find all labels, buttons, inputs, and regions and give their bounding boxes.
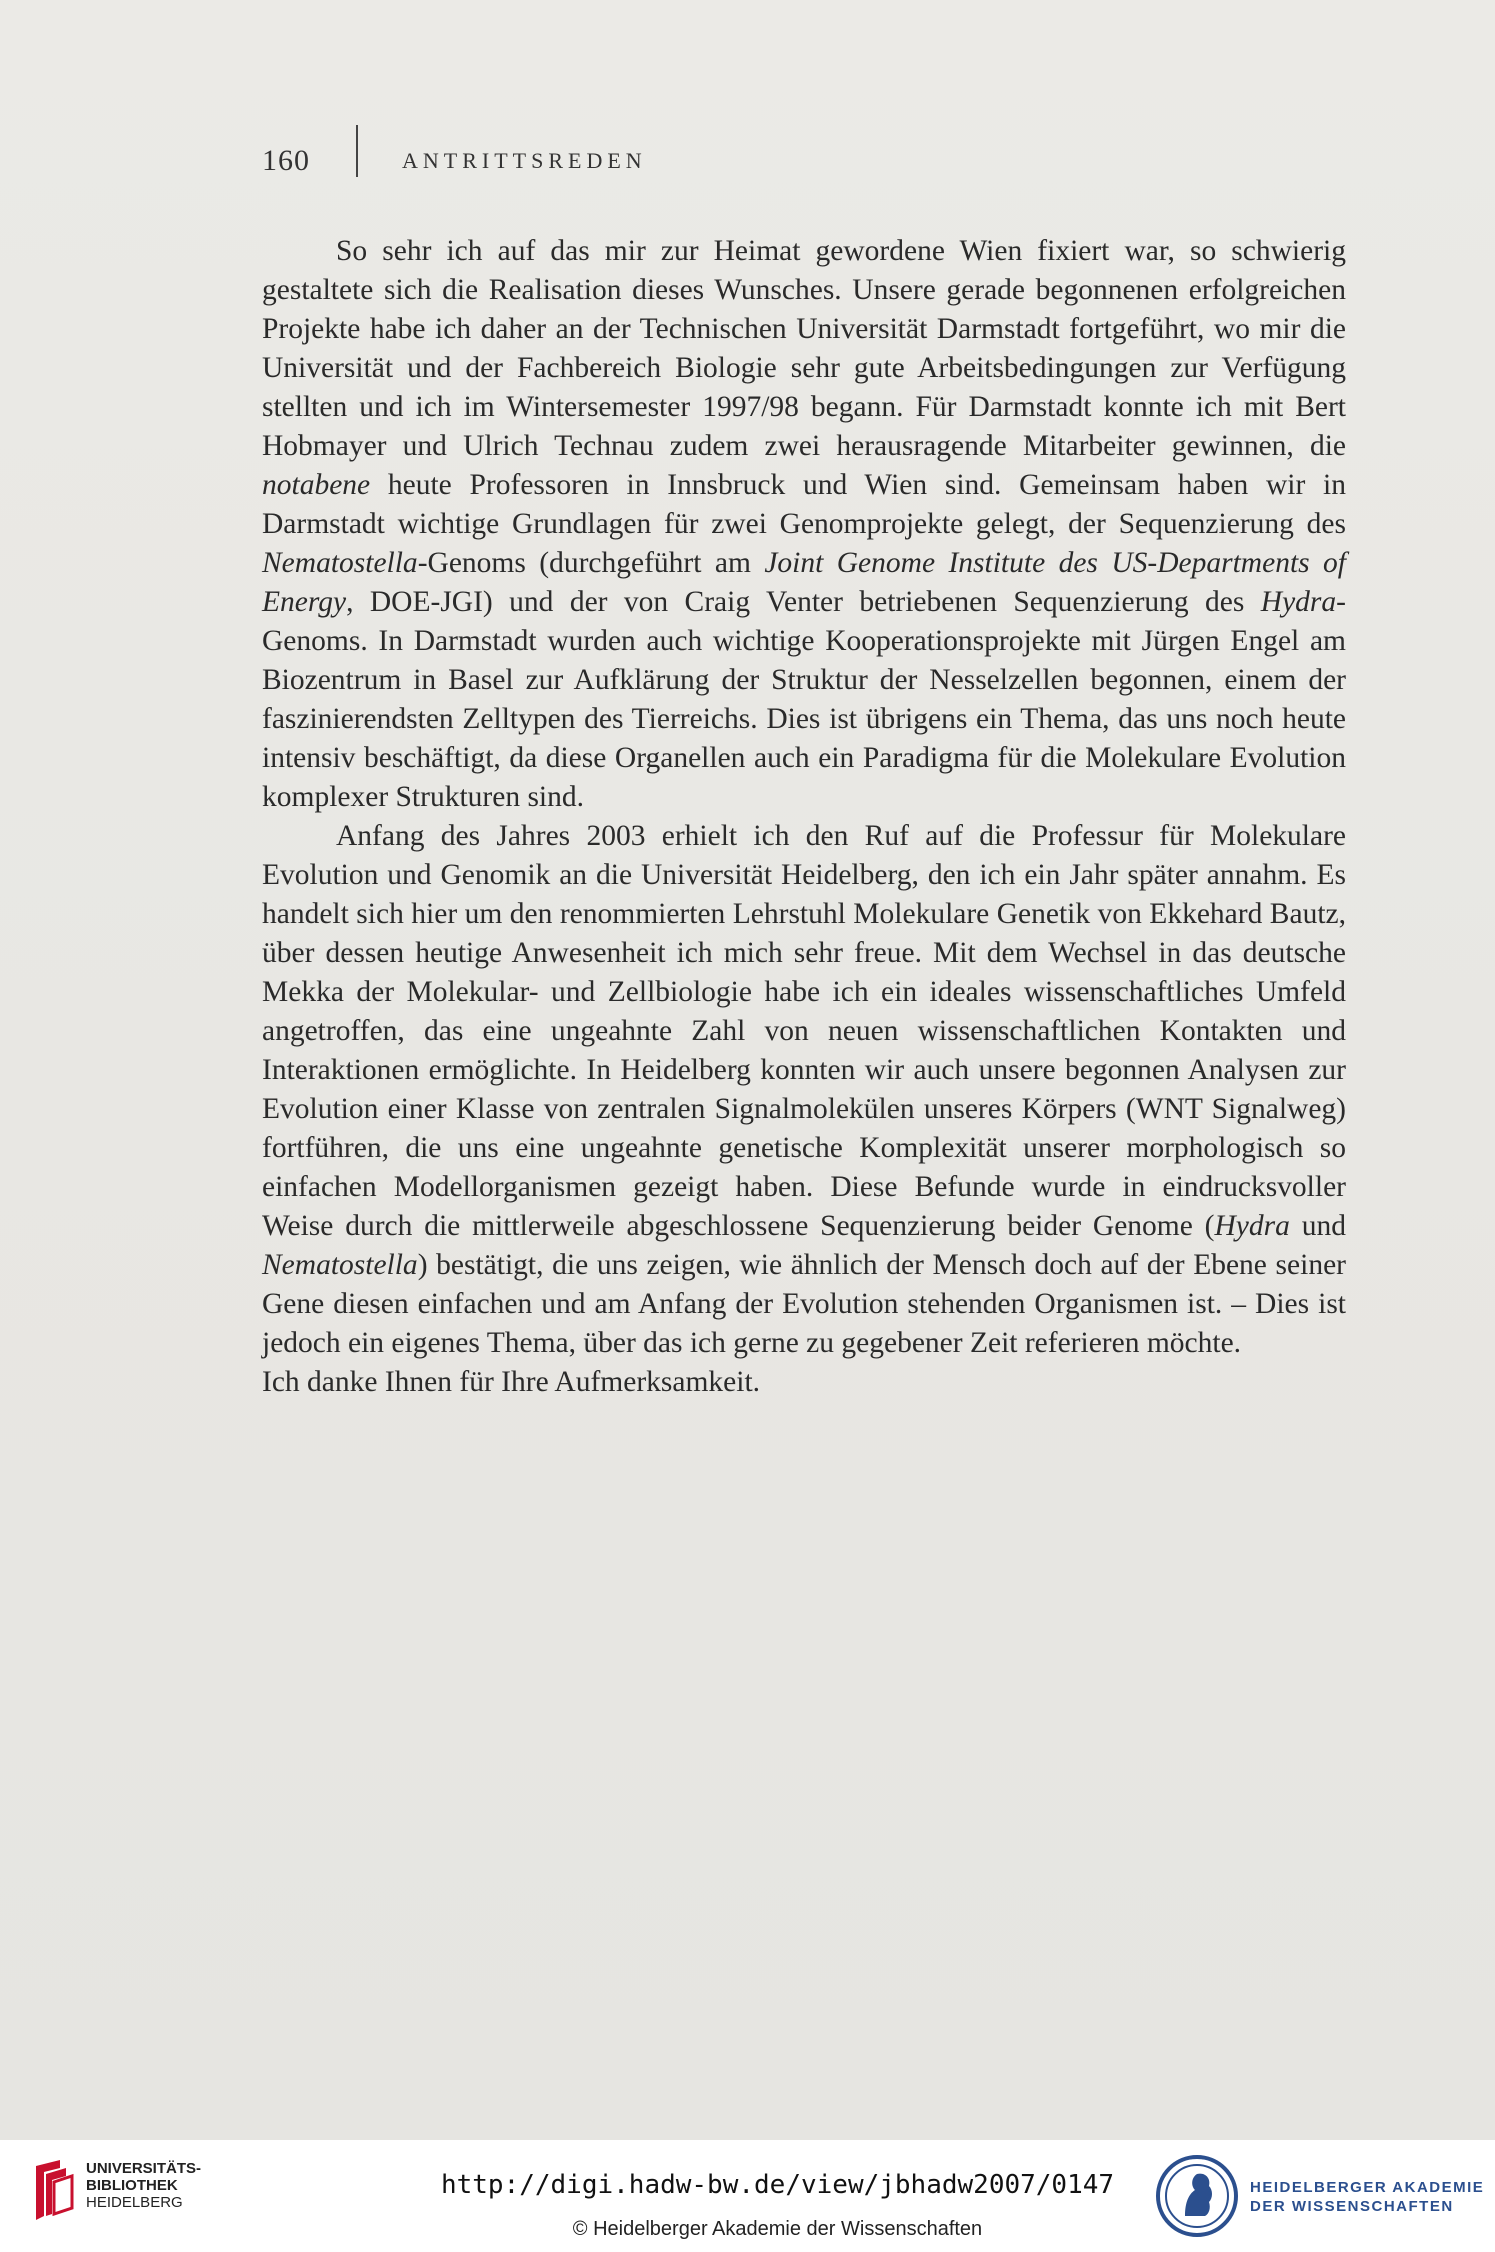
university-library-name: UNIVERSITÄTS- BIBLIOTHEK HEIDELBERG (86, 2160, 202, 2211)
italic-run: Joint Genome Institute des US-Departments of Energy (262, 547, 1346, 618)
italic-run: Hydra (1214, 1210, 1290, 1242)
paragraph (262, 232, 1346, 817)
text-run: -Genoms (durchgeführt am (417, 547, 765, 579)
closing-line: Ich danke Ihnen für Ihre Aufmerksamkeit. (262, 1366, 761, 1398)
italic-run: notabene (262, 469, 371, 501)
running-head-title: ANTRITTSREDEN (402, 148, 647, 173)
running-head-divider (356, 125, 358, 177)
italic-run: Nematostella (262, 547, 418, 579)
text-run: Anfang des Jahres 2003 erhielt ich den Ruf auf die Professur für Molekulare Evolution und Genomik an die Universität Heidelberg, den ich ein Jahr später annahm. Es handelt sich hier um den renommierten Lehrstuhl Molekulare Genetik von Ekkehard Bautz, über dessen heutige Anwesenheit ich mich sehr freue. Mit dem Wechsel in das deutsche Mekka der Molekular- und Zellbiologie habe ich ein ideales wissenschaftliches Umfeld angetroffen, das eine ungeahnte Zahl von neuen wissenschaftlichen Kontakten und Interaktionen ermöglichte. In Heidelberg konnten wir auch unsere begonnen Analysen zur Evolution einer Klasse von zentralen Signalmolekülen unseres Körpers (WNT Signalweg) fortführen, die uns eine ungeahnte genetische Komplexität unserer morphologisch so einfachen Modellorganismen gezeigt haben. Diese Befunde wurde in eindrucksvoller Weise durch die mittlerweile abgeschlossene Sequenzierung beider Genome ( (262, 820, 1346, 1242)
text-run: ) bestätigt, die uns zeigen, wie ähnlich der Mensch doch auf der Ebene seiner Gene diesen einfachen und am Anfang der Evolution stehenden Organismen ist. – Dies ist jedoch ein eigenes Thema, über das ich gerne zu gegebener Zeit referieren möchte. (262, 1249, 1346, 1359)
body-text (262, 232, 1346, 1402)
text-run: , DOE-JGI) und der von Craig Venter betriebenen Sequenzierung des (346, 586, 1261, 618)
academy-seal-icon (1155, 2154, 1239, 2238)
academy-name: HEIDELBERGER AKADEMIE DER WISSENSCHAFTEN (1250, 2179, 1485, 2215)
text-run: -Genoms. In Darmstadt wurden auch wichtige Kooperationsprojekte mit Jürgen Engel am Biozentrum in Basel zur Aufklärung der Struktur der Nesselzellen begonnen, einem der faszinierendsten Zelltypen des Tierreichs. Dies ist übrigens ein Thema, das uns noch heute intensiv beschäftigt, da diese Organellen auch ein Paradigma für die Molekulare Evolution komplexer Strukturen sind. (262, 586, 1346, 813)
text-run: So sehr ich auf das mir zur Heimat gewordene Wien fixiert war, so schwierig gestaltete sich die Realisation dieses Wunsches. Unsere gerade begonnenen erfolgreichen Projekte habe ich daher an der Technischen Universität Darmstadt fortgeführt, wo mir die Universität und der Fachbereich Biologie sehr gute Arbeitsbedingungen zur Verfügung stellten und ich im Wintersemester 1997/98 begann. Für Darmstadt konnte ich mit Bert Hobmayer und Ulrich Technau zudem zwei herausragende Mitarbeiter gewinnen, die (262, 235, 1346, 462)
italic-run: Hydra (1260, 586, 1337, 618)
running-head (262, 135, 647, 187)
text-run: heute Professoren in Innsbruck und Wien sind. Gemeinsam haben wir in Darmstadt wichtige Grundlagen für zwei Genomprojekte gelegt, der Sequenzierung des (262, 469, 1346, 540)
copyright-notice: © Heidelberger Akademie der Wissenschaften (572, 2218, 983, 2240)
page-number: 160 (262, 144, 310, 177)
digitization-footer (0, 2140, 1495, 2252)
text-run: und (1289, 1210, 1346, 1242)
permalink-url[interactable]: http://digi.hadw-bw.de/view/jbhadw2007/0147 (440, 2170, 1115, 2200)
italic-run: Nematostella (262, 1249, 418, 1281)
paragraph (262, 817, 1346, 1363)
